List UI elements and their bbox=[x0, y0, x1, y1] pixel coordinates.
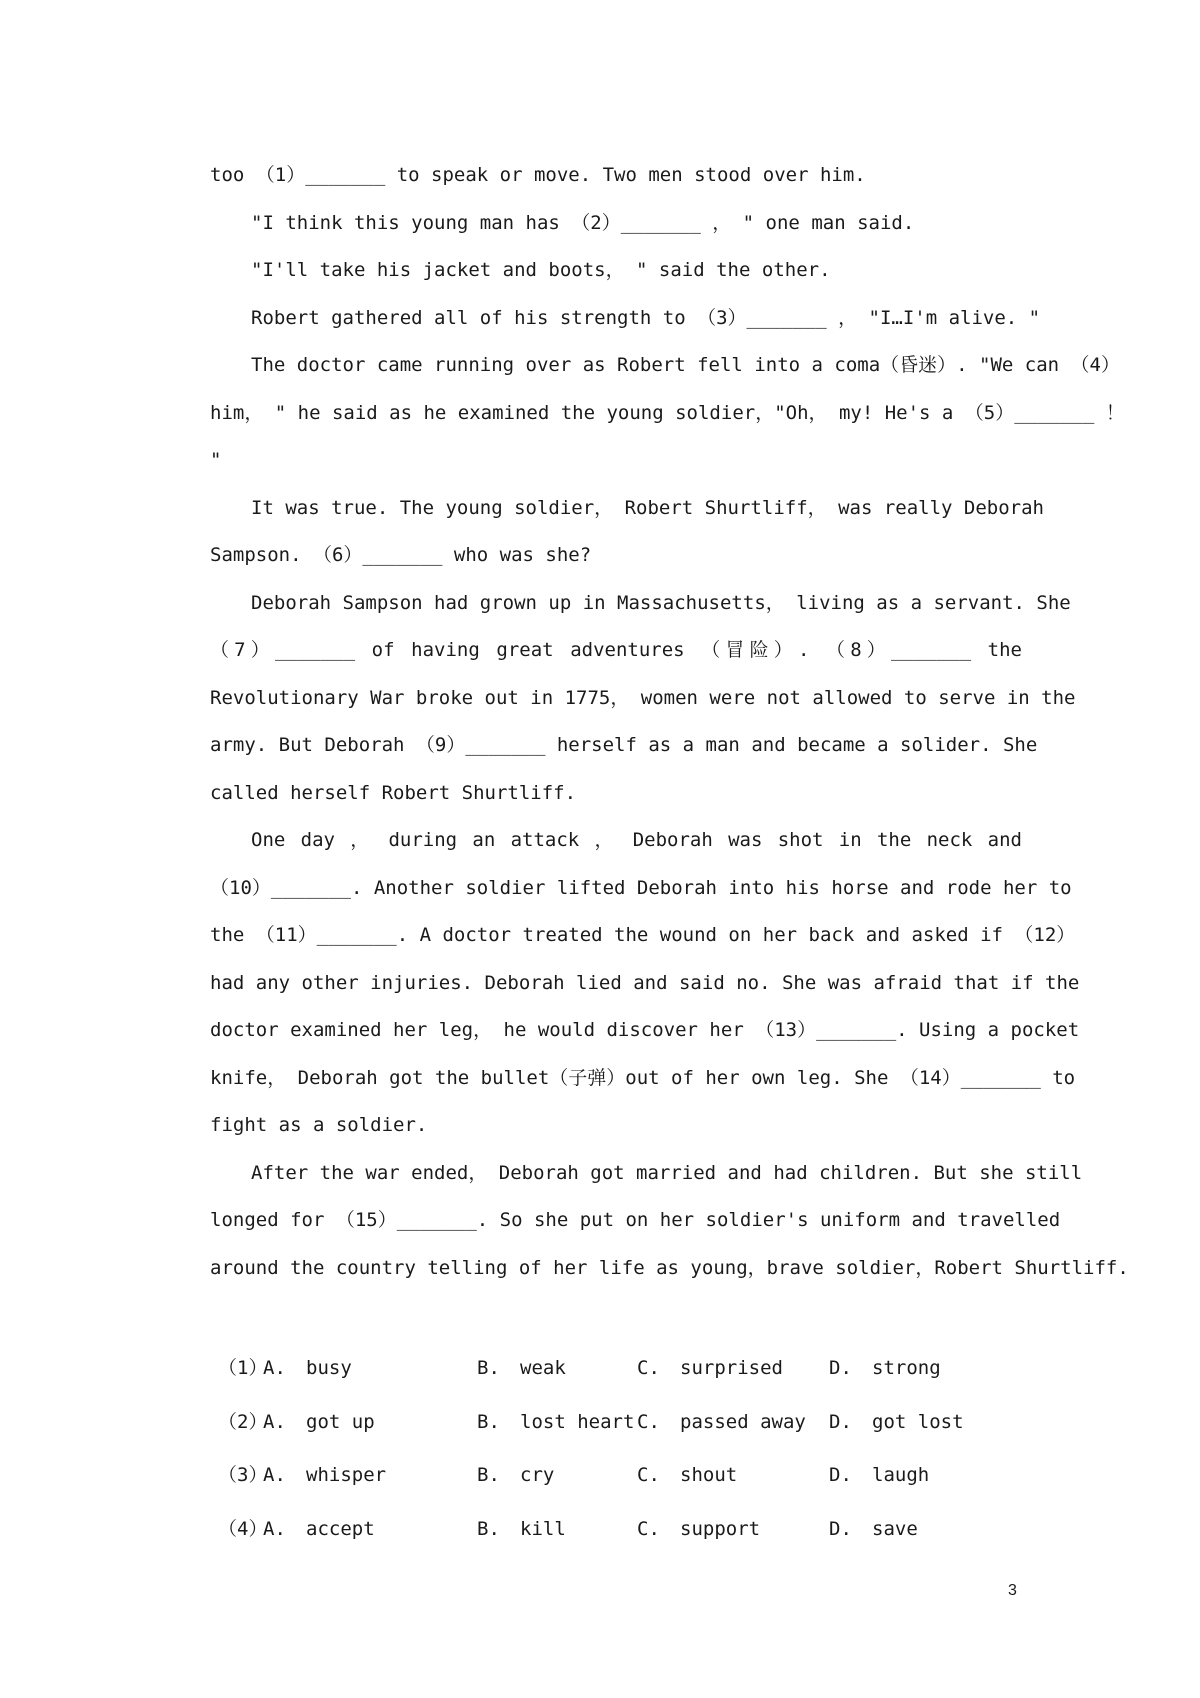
option-d-text: laugh bbox=[872, 1464, 930, 1486]
passage-line: "I think this young man has （2）_______ ， " one man said. bbox=[251, 211, 915, 234]
option-b-text: cry bbox=[520, 1464, 555, 1486]
option-d-text: got lost bbox=[872, 1410, 964, 1433]
passage-line: the （11）_______. A doctor treated the wound on her back and asked if （12） bbox=[210, 924, 1076, 946]
page-number: 3 bbox=[1008, 1582, 1017, 1599]
passage-line: him， " he said as he examined the young soldier，"Oh， my! He's a （5）_______ ！ bbox=[210, 401, 1125, 424]
passage-line: Sampson. （6）_______ who was she? bbox=[210, 544, 592, 566]
option-b-label: B. bbox=[477, 1517, 500, 1540]
passage-line: army. But Deborah （9）_______ herself as a man and became a solider. She bbox=[210, 734, 1038, 756]
passage-line: around the country telling of her life as young，brave soldier，Robert Shurtliff. bbox=[210, 1256, 1129, 1279]
option-c-text: support bbox=[680, 1517, 761, 1540]
question-number: （4） bbox=[218, 1517, 268, 1540]
document-page bbox=[210, 152, 1129, 1556]
option-c-text: shout bbox=[680, 1464, 738, 1486]
option-b-text: weak bbox=[520, 1357, 566, 1379]
question-number: （2） bbox=[218, 1410, 268, 1433]
passage-line: It was true. The young soldier， Robert Shurtliff， was really Deborah bbox=[251, 496, 1044, 519]
passage-line: （7）_______ of having great adventures （冒险）. （8）_______ the bbox=[210, 639, 1022, 661]
option-d-label: D. bbox=[829, 1464, 852, 1486]
passage-line: " bbox=[210, 449, 222, 471]
passage-line: The doctor came running over as Robert fell into a coma（昏迷）. "We can （4） bbox=[251, 354, 1120, 376]
question-number: （1） bbox=[218, 1357, 268, 1379]
passage-line: Deborah Sampson had grown up in Massachusetts， living as a servant. She bbox=[251, 591, 1071, 614]
option-a-text: whisper bbox=[306, 1464, 387, 1486]
passage-line: knife， Deborah got the bullet（子弹）out of her own leg. She （14）_______ to bbox=[210, 1066, 1076, 1089]
passage-line: One day ， during an attack ， Deborah was shot in the neck and bbox=[251, 829, 1022, 851]
passage-line: had any other injuries. Deborah lied and said no. She was afraid that if the bbox=[210, 971, 1080, 994]
passage-line: （10）_______. Another soldier lifted Deborah into his horse and rode her to bbox=[210, 876, 1072, 899]
option-a-text: busy bbox=[306, 1357, 352, 1379]
passage-line: longed for （15）_______. So she put on her soldier's uniform and travelled bbox=[210, 1209, 1061, 1231]
option-c-label: C. bbox=[637, 1517, 660, 1540]
passage-line: called herself Robert Shurtliff. bbox=[210, 781, 577, 804]
option-c-text: passed away bbox=[680, 1410, 806, 1433]
passage-line: Robert gathered all of his strength to （3）_______ ， "I…I'm alive. " bbox=[251, 306, 1041, 329]
option-b-text: lost heart bbox=[520, 1410, 635, 1433]
option-d-label: D. bbox=[829, 1410, 852, 1433]
option-c-label: C. bbox=[637, 1357, 660, 1379]
question-row bbox=[210, 1449, 1022, 1503]
option-c-label: C. bbox=[637, 1410, 660, 1433]
passage-line: Revolutionary War broke out in 1775， women were not allowed to serve in the bbox=[210, 686, 1076, 709]
passage-line: fight as a soldier. bbox=[210, 1114, 428, 1136]
passage-line: "I'll take his jacket and boots， " said the other. bbox=[251, 259, 831, 281]
question-number: （3） bbox=[218, 1464, 268, 1486]
passage-line: After the war ended， Deborah got married and had children. But she still bbox=[251, 1161, 1083, 1184]
option-a-label: A. bbox=[263, 1357, 286, 1379]
question-row bbox=[210, 1396, 1022, 1450]
option-d-label: D. bbox=[829, 1517, 852, 1540]
option-a-text: accept bbox=[306, 1517, 375, 1540]
passage-line: doctor examined her leg， he would discover her （13）_______. Using a pocket bbox=[210, 1019, 1080, 1041]
option-a-text: got up bbox=[306, 1410, 375, 1433]
option-b-label: B. bbox=[477, 1357, 500, 1379]
question-row bbox=[210, 1342, 1022, 1396]
option-a-label: A. bbox=[263, 1410, 286, 1433]
question-row bbox=[210, 1503, 1022, 1557]
option-a-label: A. bbox=[263, 1517, 286, 1540]
option-b-label: B. bbox=[477, 1464, 500, 1486]
passage bbox=[210, 152, 1129, 1292]
option-b-label: B. bbox=[477, 1410, 500, 1433]
option-c-text: surprised bbox=[680, 1357, 783, 1379]
answer-options bbox=[210, 1342, 1022, 1556]
option-d-text: strong bbox=[872, 1357, 941, 1379]
option-d-label: D. bbox=[829, 1357, 852, 1379]
option-a-label: A. bbox=[263, 1464, 286, 1486]
option-c-label: C. bbox=[637, 1464, 660, 1486]
option-b-text: kill bbox=[520, 1517, 566, 1540]
option-d-text: save bbox=[872, 1517, 918, 1540]
passage-line: too （1）_______ to speak or move. Two men stood over him. bbox=[210, 164, 866, 186]
